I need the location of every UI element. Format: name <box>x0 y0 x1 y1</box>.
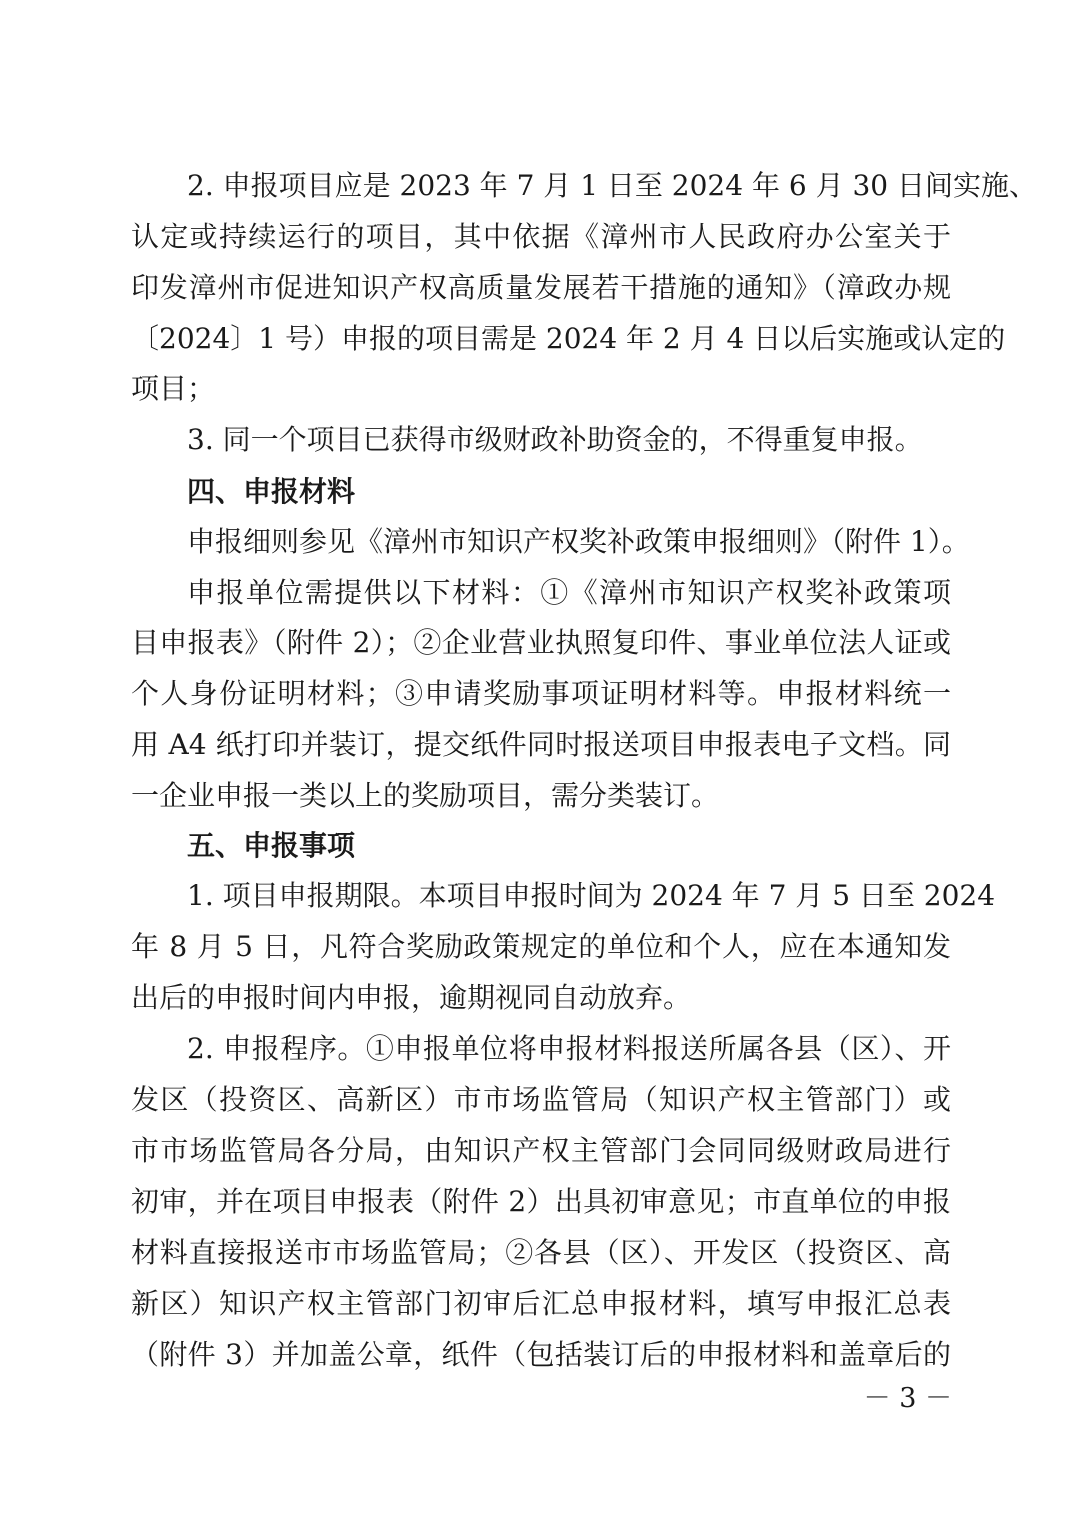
paragraph-line: 目申报表》（附件 2）；②企业营业执照复印件、事业单位法人证或 <box>131 626 951 659</box>
paragraph-line: 材料直接报送市市场监管局；②各县（区）、开发区（投资区、高 <box>131 1236 951 1269</box>
paragraph-line: 一企业申报一类以上的奖励项目，需分类装订。 <box>131 779 720 812</box>
paragraph-line: 2. 申报项目应是 2023 年 7 月 1 日至 2024 年 6 月 30 日间实施、 <box>187 169 1038 202</box>
paragraph-line: 个人身份证明材料；③申请奖励事项证明材料等。申报材料统一 <box>131 677 951 710</box>
paragraph-line: 初审，并在项目申报表（附件 2）出具初审意见；市直单位的申报 <box>131 1185 951 1218</box>
paragraph-line: 用 A4 纸打印并装订，提交纸件同时报送项目申报表电子文档。同 <box>131 728 951 761</box>
paragraph-line: 3. 同一个项目已获得市级财政补助资金的，不得重复申报。 <box>187 423 923 456</box>
paragraph-line: 2. 申报程序。①申报单位将申报材料报送所属各县（区）、开 <box>187 1032 951 1065</box>
section-heading: 五、申报事项 <box>187 829 356 862</box>
paragraph-line: 项目； <box>131 372 216 405</box>
page-number: － 3 － <box>863 1383 952 1414</box>
paragraph-line: 申报单位需提供以下材料：①《漳州市知识产权奖补政策项 <box>187 576 951 609</box>
paragraph-line: （附件 3）并加盖公章，纸件（包括装订后的申报材料和盖章后的 <box>131 1338 951 1371</box>
section-heading: 四、申报材料 <box>187 475 356 508</box>
paragraph-line: 〔2024〕1 号）申报的项目需是 2024 年 2 月 4 日以后实施或认定的 <box>131 322 1006 355</box>
paragraph-line: 出后的申报时间内申报，逾期视同自动放弃。 <box>131 981 692 1014</box>
paragraph-line: 年 8 月 5 日，凡符合奖励政策规定的单位和个人，应在本通知发 <box>131 930 951 963</box>
paragraph-line: 认定或持续运行的项目，其中依据《漳州市人民政府办公室关于 <box>131 220 951 253</box>
paragraph-line: 市市场监管局各分局，由知识产权主管部门会同同级财政局进行 <box>131 1134 951 1167</box>
paragraph-line: 发区（投资区、高新区）市市场监管局（知识产权主管部门）或 <box>131 1083 951 1116</box>
paragraph-line: 新区）知识产权主管部门初审后汇总申报材料，填写申报汇总表 <box>131 1287 951 1320</box>
paragraph-line: 1. 项目申报期限。本项目申报时间为 2024 年 7 月 5 日至 2024 <box>187 879 996 912</box>
paragraph-line: 申报细则参见《漳州市知识产权奖补政策申报细则》（附件 1）。 <box>187 525 970 558</box>
paragraph-line: 印发漳州市促进知识产权高质量发展若干措施的通知》（漳政办规 <box>131 271 951 304</box>
